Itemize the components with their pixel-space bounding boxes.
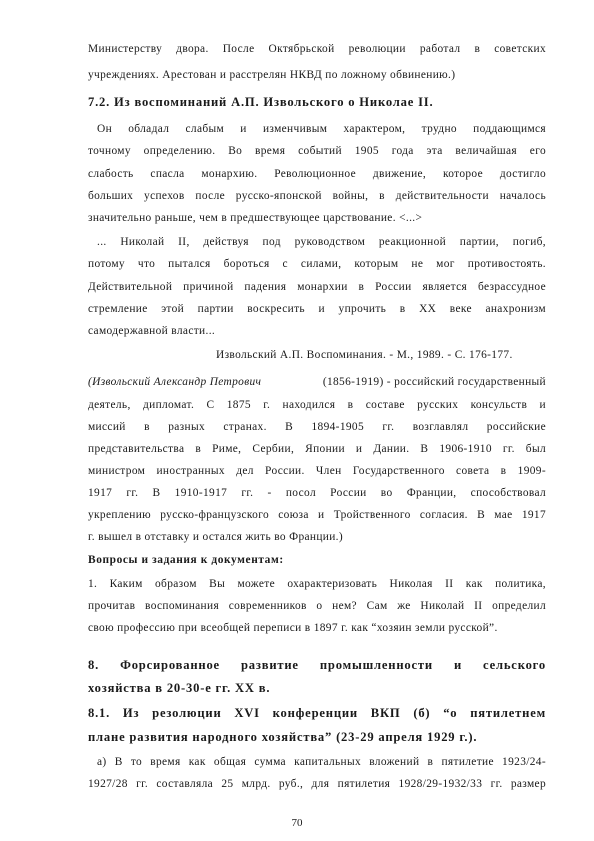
text-line: Действительной причиной падения монархии в России является безрассудное: [88, 281, 546, 293]
section-heading: 8.1. Из резолюции XVI конференции ВКП (б) “о пятилетнем: [88, 706, 546, 720]
text-line: Он обладал слабым и изменчивым характером, трудно поддающимся: [97, 123, 546, 135]
text-line: учреждениях. Арестован и расстрелян НКВД по ложному обвинению.): [88, 69, 456, 81]
text-line: самодержавной власти...: [88, 325, 216, 337]
text-line: миссий в разных странах. В 1894-1905 гг. возглавлял российские: [88, 421, 546, 433]
bio-name: (Извольский Александр Петрович: [88, 376, 262, 388]
text-line: потому что пытался бороться с силами, которым не мог противостоять.: [88, 258, 546, 270]
text-line: значительно раньше, чем в предшествующее царствование. <...>: [88, 212, 423, 224]
text-line: 1917 гг. В 1910-1917 гг. - посол России во Франции, способствовал: [88, 487, 546, 499]
text-line: больших успехов после русско-японской войны, в действительности началось: [88, 190, 546, 202]
text-line: прочитав воспоминания современников о нем? Сам же Николай II определил: [88, 600, 546, 612]
text-line: министром иностранных дел России. Член Государственного совета в 1909-: [88, 465, 546, 477]
citation: Извольский А.П. Воспоминания. - М., 1989. - С. 176-177.: [216, 349, 513, 361]
page-number: 70: [291, 817, 303, 829]
text-line: представительства в Риме, Сербии, Японии и Дании. В 1906-1910 гг. был: [88, 443, 546, 455]
bio-line: [88, 375, 546, 389]
chapter-heading: хозяйства в 20-30-е гг. XX в.: [88, 681, 271, 695]
text-line: укреплению русско-французского союза и Тройственного согласия. В мае 1917: [88, 509, 546, 521]
chapter-heading: 8. Форсированное развитие промышленности и сельского: [88, 658, 546, 672]
text-line: точному определению. Во время событий 1905 года эта величайшая его: [88, 145, 546, 157]
text-line: Министерству двора. После Октябрьской революции работал в советских: [88, 43, 546, 55]
text-line: деятель, дипломат. С 1875 г. находился в составе русских консульств и: [88, 399, 546, 411]
text-line: слабость спасла монархию. Революционное движение, которое достигло: [88, 168, 546, 180]
text-line: 1. Каким образом Вы можете охарактеризовать Николая II как политика,: [88, 578, 546, 590]
text-line: стремление этой партии воскресить и упрочить в XX веке анахронизм: [88, 303, 546, 315]
questions-heading: Вопросы и задания к документам:: [88, 554, 284, 566]
text-line: г. вышел в отставку и остался жить во Франции.): [88, 531, 344, 543]
section-heading: плане развития народного хозяйства” (23-29 апреля 1929 г.).: [88, 730, 478, 744]
bio-dates: (1856-1919) - российский государственный: [322, 376, 546, 388]
text-line: а) В то время как общая сумма капитальных вложений в пятилетие 1923/24-: [97, 756, 546, 768]
text-line: ... Николай II, действуя под руководством реакционной партии, погиб,: [97, 236, 546, 248]
text-line: 1927/28 гг. составляла 25 млрд. руб., для пятилетия 1928/29-1932/33 гг. размер: [88, 778, 546, 790]
text-line: свою профессию при всеобщей переписи в 1897 г. как “хозяин земли русской”.: [88, 622, 498, 634]
section-heading: 7.2. Из воспоминаний А.П. Извольского о Николае II.: [88, 95, 434, 109]
